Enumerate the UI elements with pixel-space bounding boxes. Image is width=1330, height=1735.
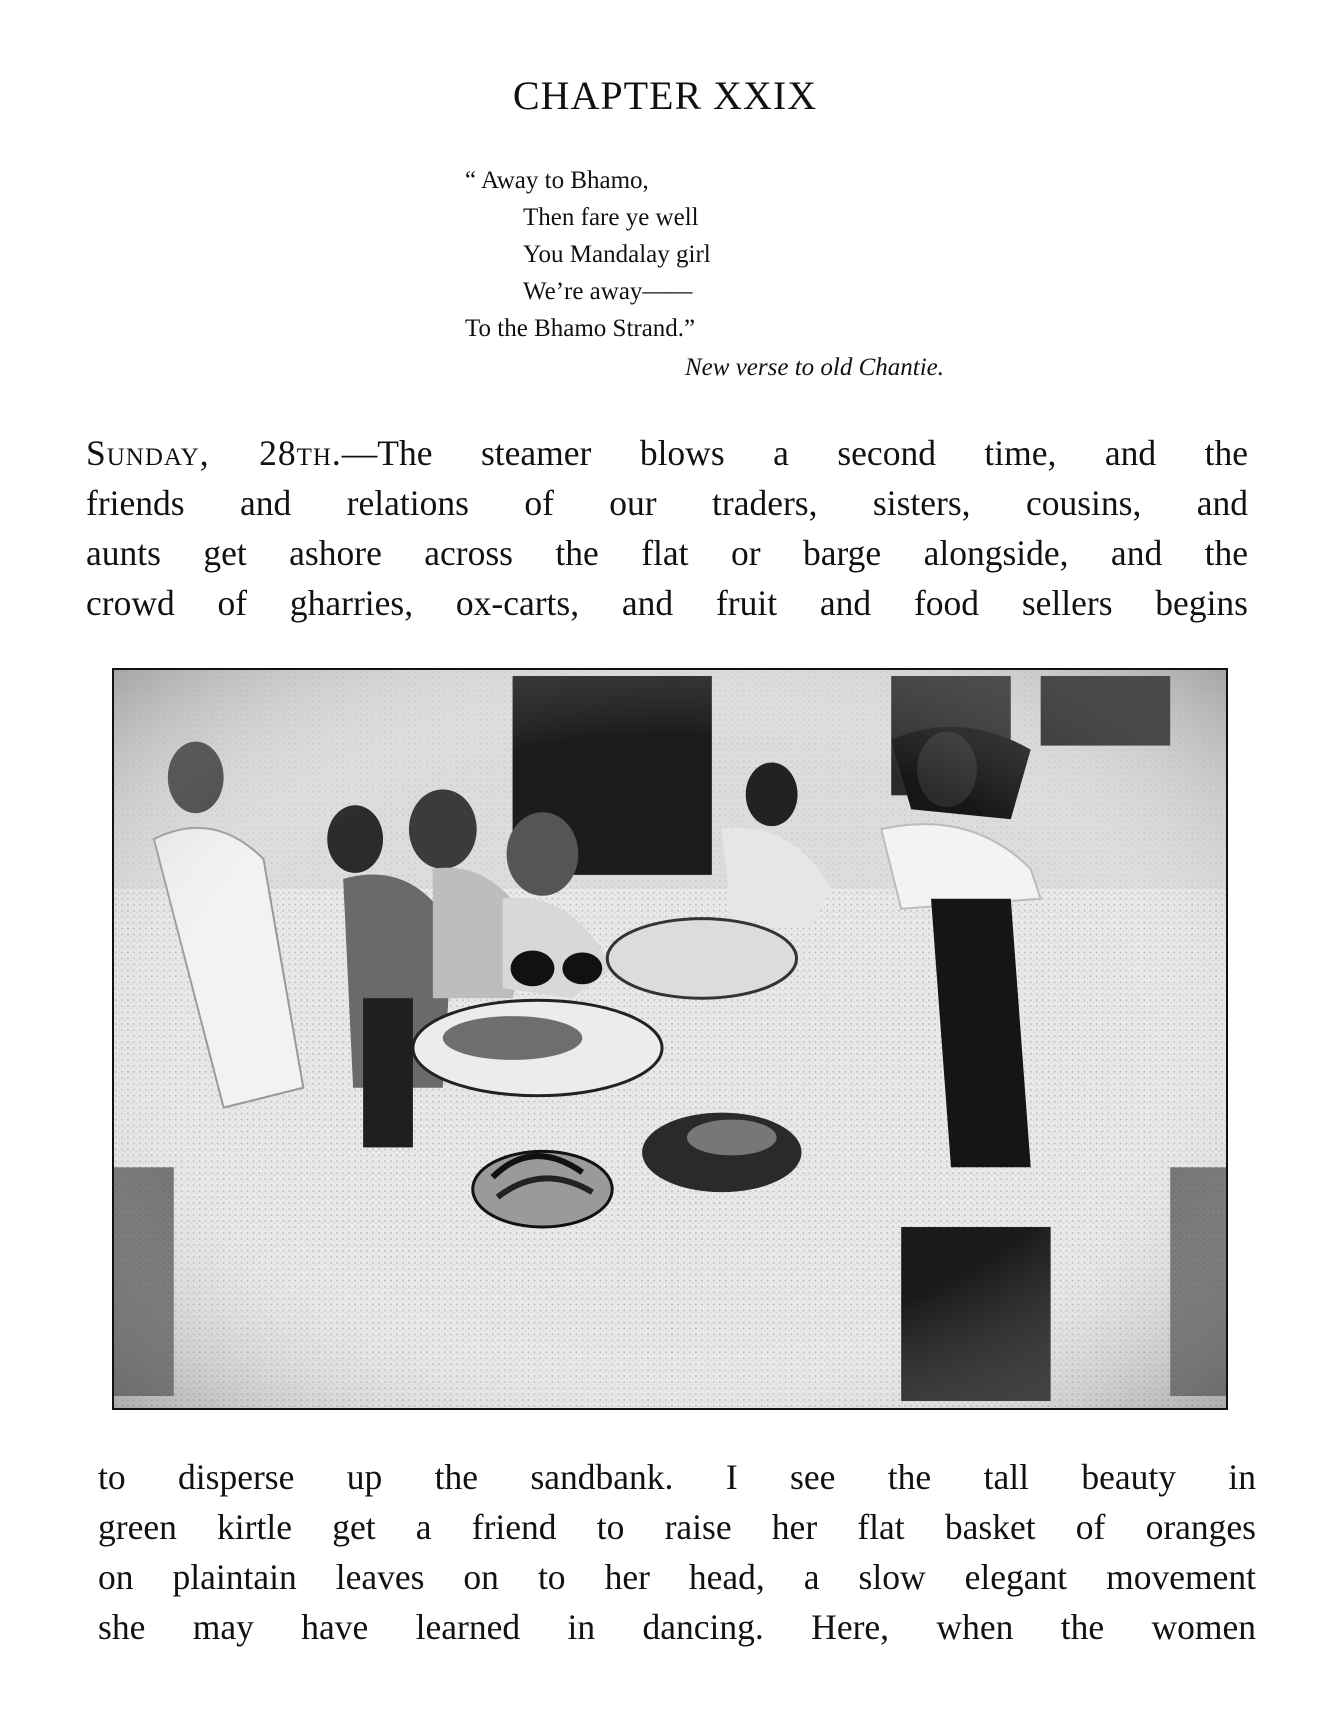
body-line: she may have learned in dancing. Here, when the women	[98, 1607, 1256, 1647]
body-line	[86, 428, 1248, 478]
date-lead: Sunday, 28th.	[86, 433, 342, 473]
epigraph-line: You Mandalay girl	[523, 241, 711, 268]
body-paragraph-top	[86, 428, 1248, 628]
photograph-illustration	[114, 670, 1226, 1408]
epigraph-line: Then fare ye well	[523, 204, 699, 231]
epigraph-line: To the Bhamo Strand.”	[465, 315, 696, 342]
body-line: green kirtle get a friend to raise her flat basket of oranges	[98, 1507, 1256, 1547]
body-paragraph-bottom	[98, 1452, 1256, 1652]
epigraph-line: We’re away——	[523, 278, 693, 305]
chapter-title: CHAPTER XXIX	[512, 73, 818, 118]
body-line: on plaintain leaves on to her head, a slow elegant movement	[98, 1557, 1256, 1597]
body-line: to disperse up the sandbank. I see the tall beauty in	[98, 1457, 1256, 1497]
body-line: aunts get ashore across the flat or barge alongside, and the	[86, 533, 1248, 573]
epigraph-attribution: New verse to old Chantie.	[685, 354, 944, 381]
epigraph	[465, 162, 1065, 386]
body-line: crowd of gharries, ox-carts, and fruit and food sellers begins	[86, 583, 1248, 623]
epigraph-line: “ Away to Bhamo,	[465, 167, 649, 194]
body-line-text: —The steamer blows a second time, and the	[341, 433, 1248, 473]
body-line: friends and relations of our traders, sisters, cousins, and	[86, 483, 1248, 523]
market-photograph	[112, 668, 1228, 1410]
